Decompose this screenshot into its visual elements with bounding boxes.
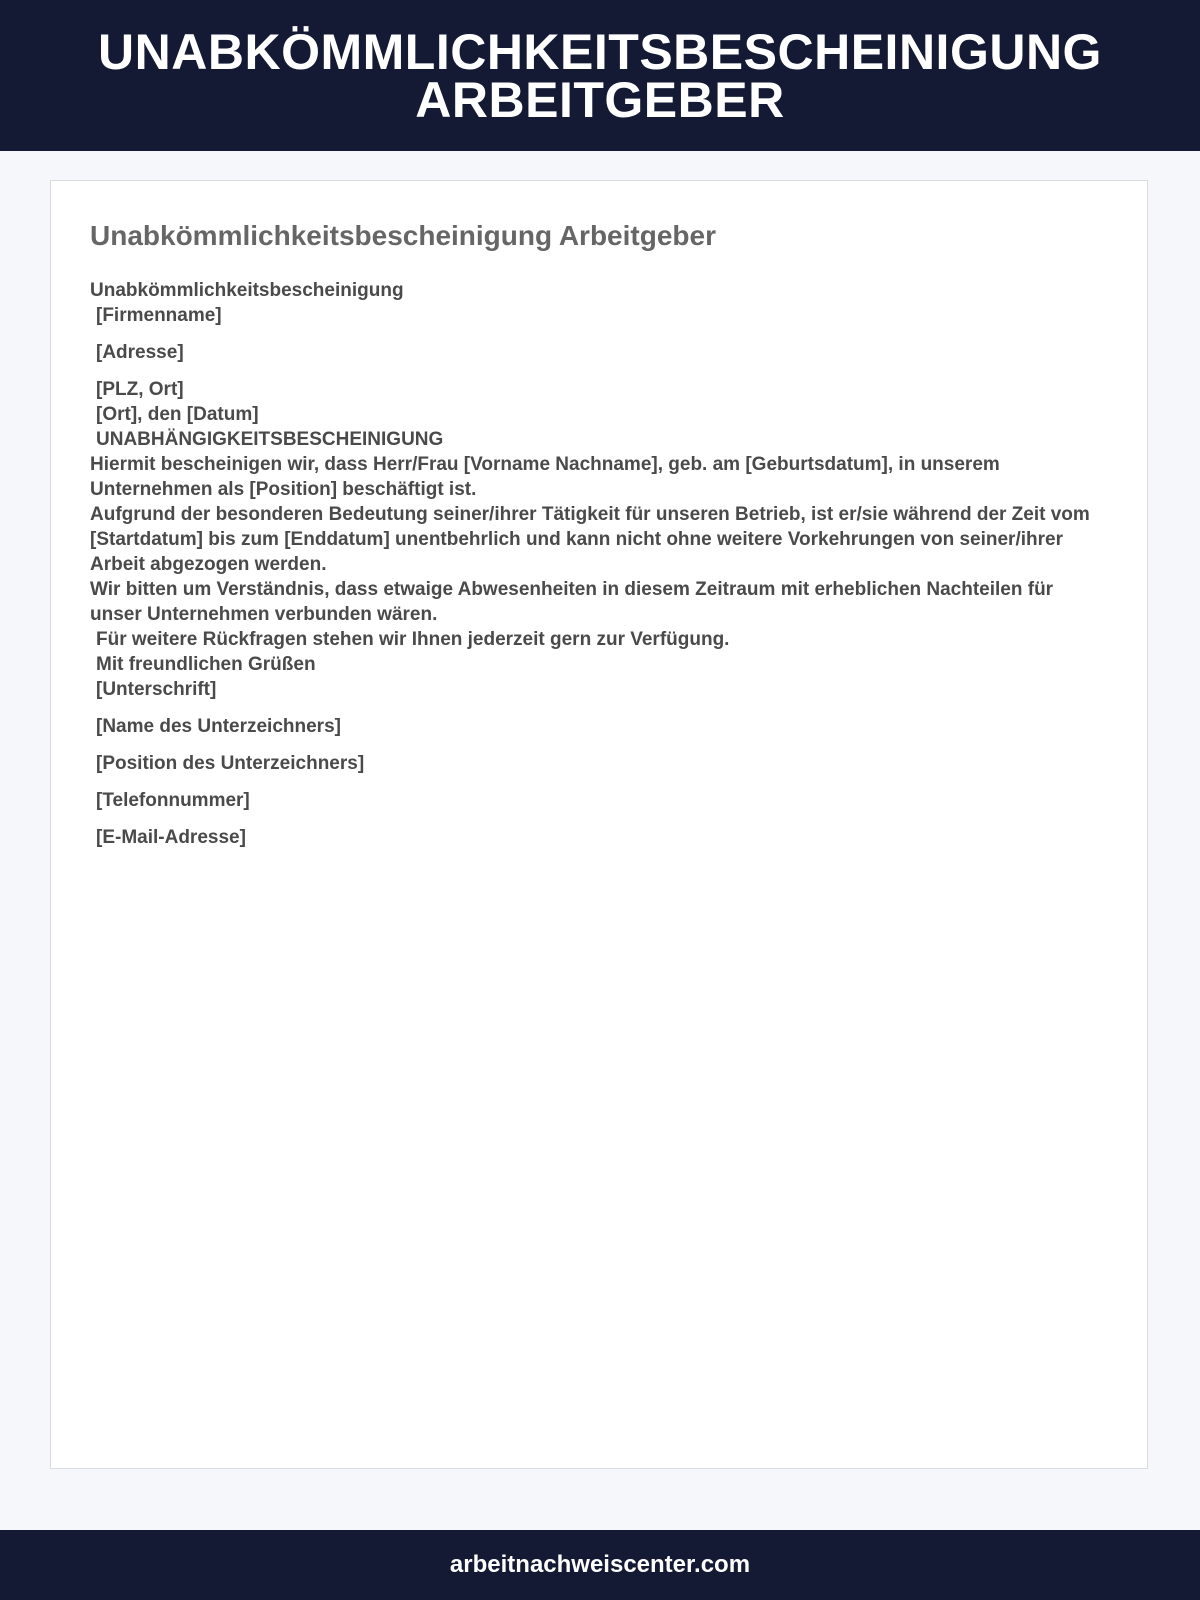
- document-heading: Unabkömmlichkeitsbescheinigung Arbeitgeber: [90, 220, 716, 251]
- letter-paragraph-3: Wir bitten um Verständnis, dass etwaige Abwesenheiten in diesem Zeitraum mit erheblichen Nachteilen für unser Unternehmen verbunden wären.: [90, 579, 1054, 625]
- letter-email: [E-Mail-Adresse]: [96, 827, 246, 848]
- header-title: UNABKÖMMLICHKEITSBESCHEINIGUNG ARBEITGEBER: [98, 23, 1102, 128]
- letter-phone: [Telefonnummer]: [96, 790, 250, 811]
- letter-paragraph-4: Für weitere Rückfragen stehen wir Ihnen jederzeit gern zur Verfügung.: [96, 629, 730, 650]
- document-card: [50, 180, 1148, 1469]
- letter-doc-title: Unabkömmlichkeitsbescheinigung: [90, 280, 404, 301]
- letter-paragraph-2: Aufgrund der besonderen Bedeutung seiner/ihrer Tätigkeit für unseren Betrieb, ist er/sie während der Zeit vom [Startdatum] bis zum [Enddatum] unentbehrlich und kann nicht ohne weitere Vorkehrungen von seiner/ihrer Arbeit abgezogen werden.: [90, 504, 1090, 575]
- letter-subject: UNABHÄNGIGKEITSBESCHEINIGUNG: [96, 429, 444, 450]
- letter-body: [90, 278, 1109, 850]
- letter-signature: [Unterschrift]: [96, 679, 217, 700]
- letter-closing: Mit freundlichen Grüßen: [96, 654, 316, 675]
- page-header: [0, 0, 1200, 151]
- footer-site-link[interactable]: arbeitnachweiscenter.com: [449, 1551, 751, 1578]
- letter-place-date: [Ort], den [Datum]: [96, 404, 259, 425]
- letter-paragraph-1: Hiermit bescheinigen wir, dass Herr/Frau [Vorname Nachname], geb. am [Geburtsdatum], in unserem Unternehmen als [Position] beschäftigt ist.: [90, 454, 1000, 500]
- letter-signer-position: [Position des Unterzeichners]: [96, 753, 365, 774]
- letter-zip-city: [PLZ, Ort]: [96, 379, 184, 400]
- letter-company: [Firmenname]: [96, 305, 222, 326]
- letter-signer-name: [Name des Unterzeichners]: [96, 716, 341, 737]
- letter-address: [Adresse]: [96, 342, 184, 363]
- page-footer: [0, 1530, 1200, 1600]
